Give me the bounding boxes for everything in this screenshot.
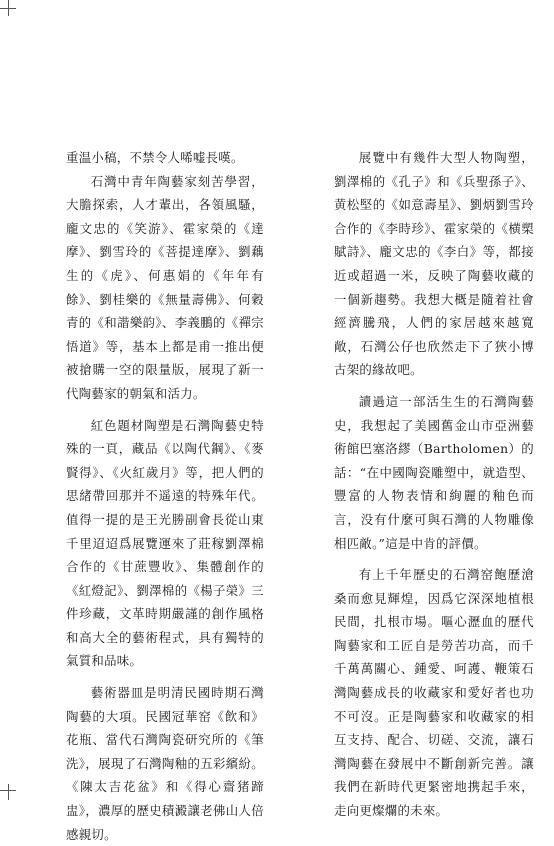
paragraph: 讀過這一部活生生的石灣陶藝史，我想起了美國舊金山市亞洲藝術館巴塞洛繆（Bartholomen）的話：“在中國陶瓷雕塑中，就造型、豐富的人物表情和絢麗的釉色而言，没有什麼可與石灣的人物雕像相匹敵。”這是中肯的評價。	[334, 393, 534, 551]
crop-mark-bottom-left	[8, 784, 9, 800]
paragraph: 藝術器皿是明清民國時期石灣陶藝的大項。民國冠華窑《飲和》花瓶、當代石灣陶瓷研究所的《筆洗》，展現了石灣陶釉的五彩繽紛。《陳太吉花盆》和《得心齋猪蹄盅》，濃厚的歷史積澱讓老佛山人倍感親切。	[66, 685, 264, 842]
paragraph: 紅色題材陶塑是石灣陶藝史特殊的一頁，藏品《以陶代鋼》、《麥賢得》、《火紅歲月》等，把人們的思緒帶回那并不遥遠的特殊年代。值得一提的是王光勝副會長從山東千里迢迢爲展覽運來了莊稼劉澤棉合作的《甘蔗豐收》、集體創作的《紅燈記》、劉澤棉的《楊子榮》三件珍藏，文革時期嚴謹的創作風格和高大全的藝術程式，具有獨特的氣質和品味。	[66, 417, 264, 669]
crop-mark-left-upper	[0, 8, 16, 9]
paragraph: 展覽中有幾件大型人物陶塑，劉澤棉的《孔子》和《兵聖孫子》、黄松堅的《如意壽星》、劉炳劉雪玲合作的《李時珍》、霍家榮的《横槊賦詩》、龐文忠的《李白》等，都接近或超過一米，反映了陶藝收藏的一個新趨勢。我想大概是隨着社會經濟騰飛，人們的家居越來越寬敞，石灣公仔也欣然走下了狹小博古架的緣故吧。	[334, 150, 534, 378]
text-column-right	[334, 146, 534, 823]
paragraph: 有上千年歷史的石灣窑飽歷滄桑而愈見輝煌，因爲它深深地植根民間，扎根市場。嘔心瀝血的歷代陶藝家和工匠自是勞苦功高，而千千萬萬關心、鍾愛、呵護、鞭策石灣陶藝成長的收藏家和愛好者也功不可沒。正是陶藝家和收藏家的相互支持、配合、切磋、交流，讓石灣陶藝在發展中不斷創新完善。讓我們在新時代更緊密地携起手來，走向更燦爛的未來。	[334, 567, 534, 819]
paragraph: 重温小稿，不禁令人唏嘘長嘆。	[66, 150, 244, 165]
paragraph: 石灣中青年陶藝家刻苦學習，大膽探索，人才輩出，各領風騷，龐文忠的《笑游》、霍家榮的《達摩》、劉雪玲的《菩提達摩》、劉藕生的《虎》、何惠娟的《年年有餘》、劉桂樂的《無量壽佛》、何穀青的《和諧樂韵》、李義鵬的《禪宗悟道》等，基本上都是甫一推出便被搶購一空的限量版，展現了新一代陶藝家的朝氣和活力。	[66, 173, 264, 401]
crop-mark-left-lower	[0, 790, 16, 791]
text-column-left	[66, 146, 264, 846]
